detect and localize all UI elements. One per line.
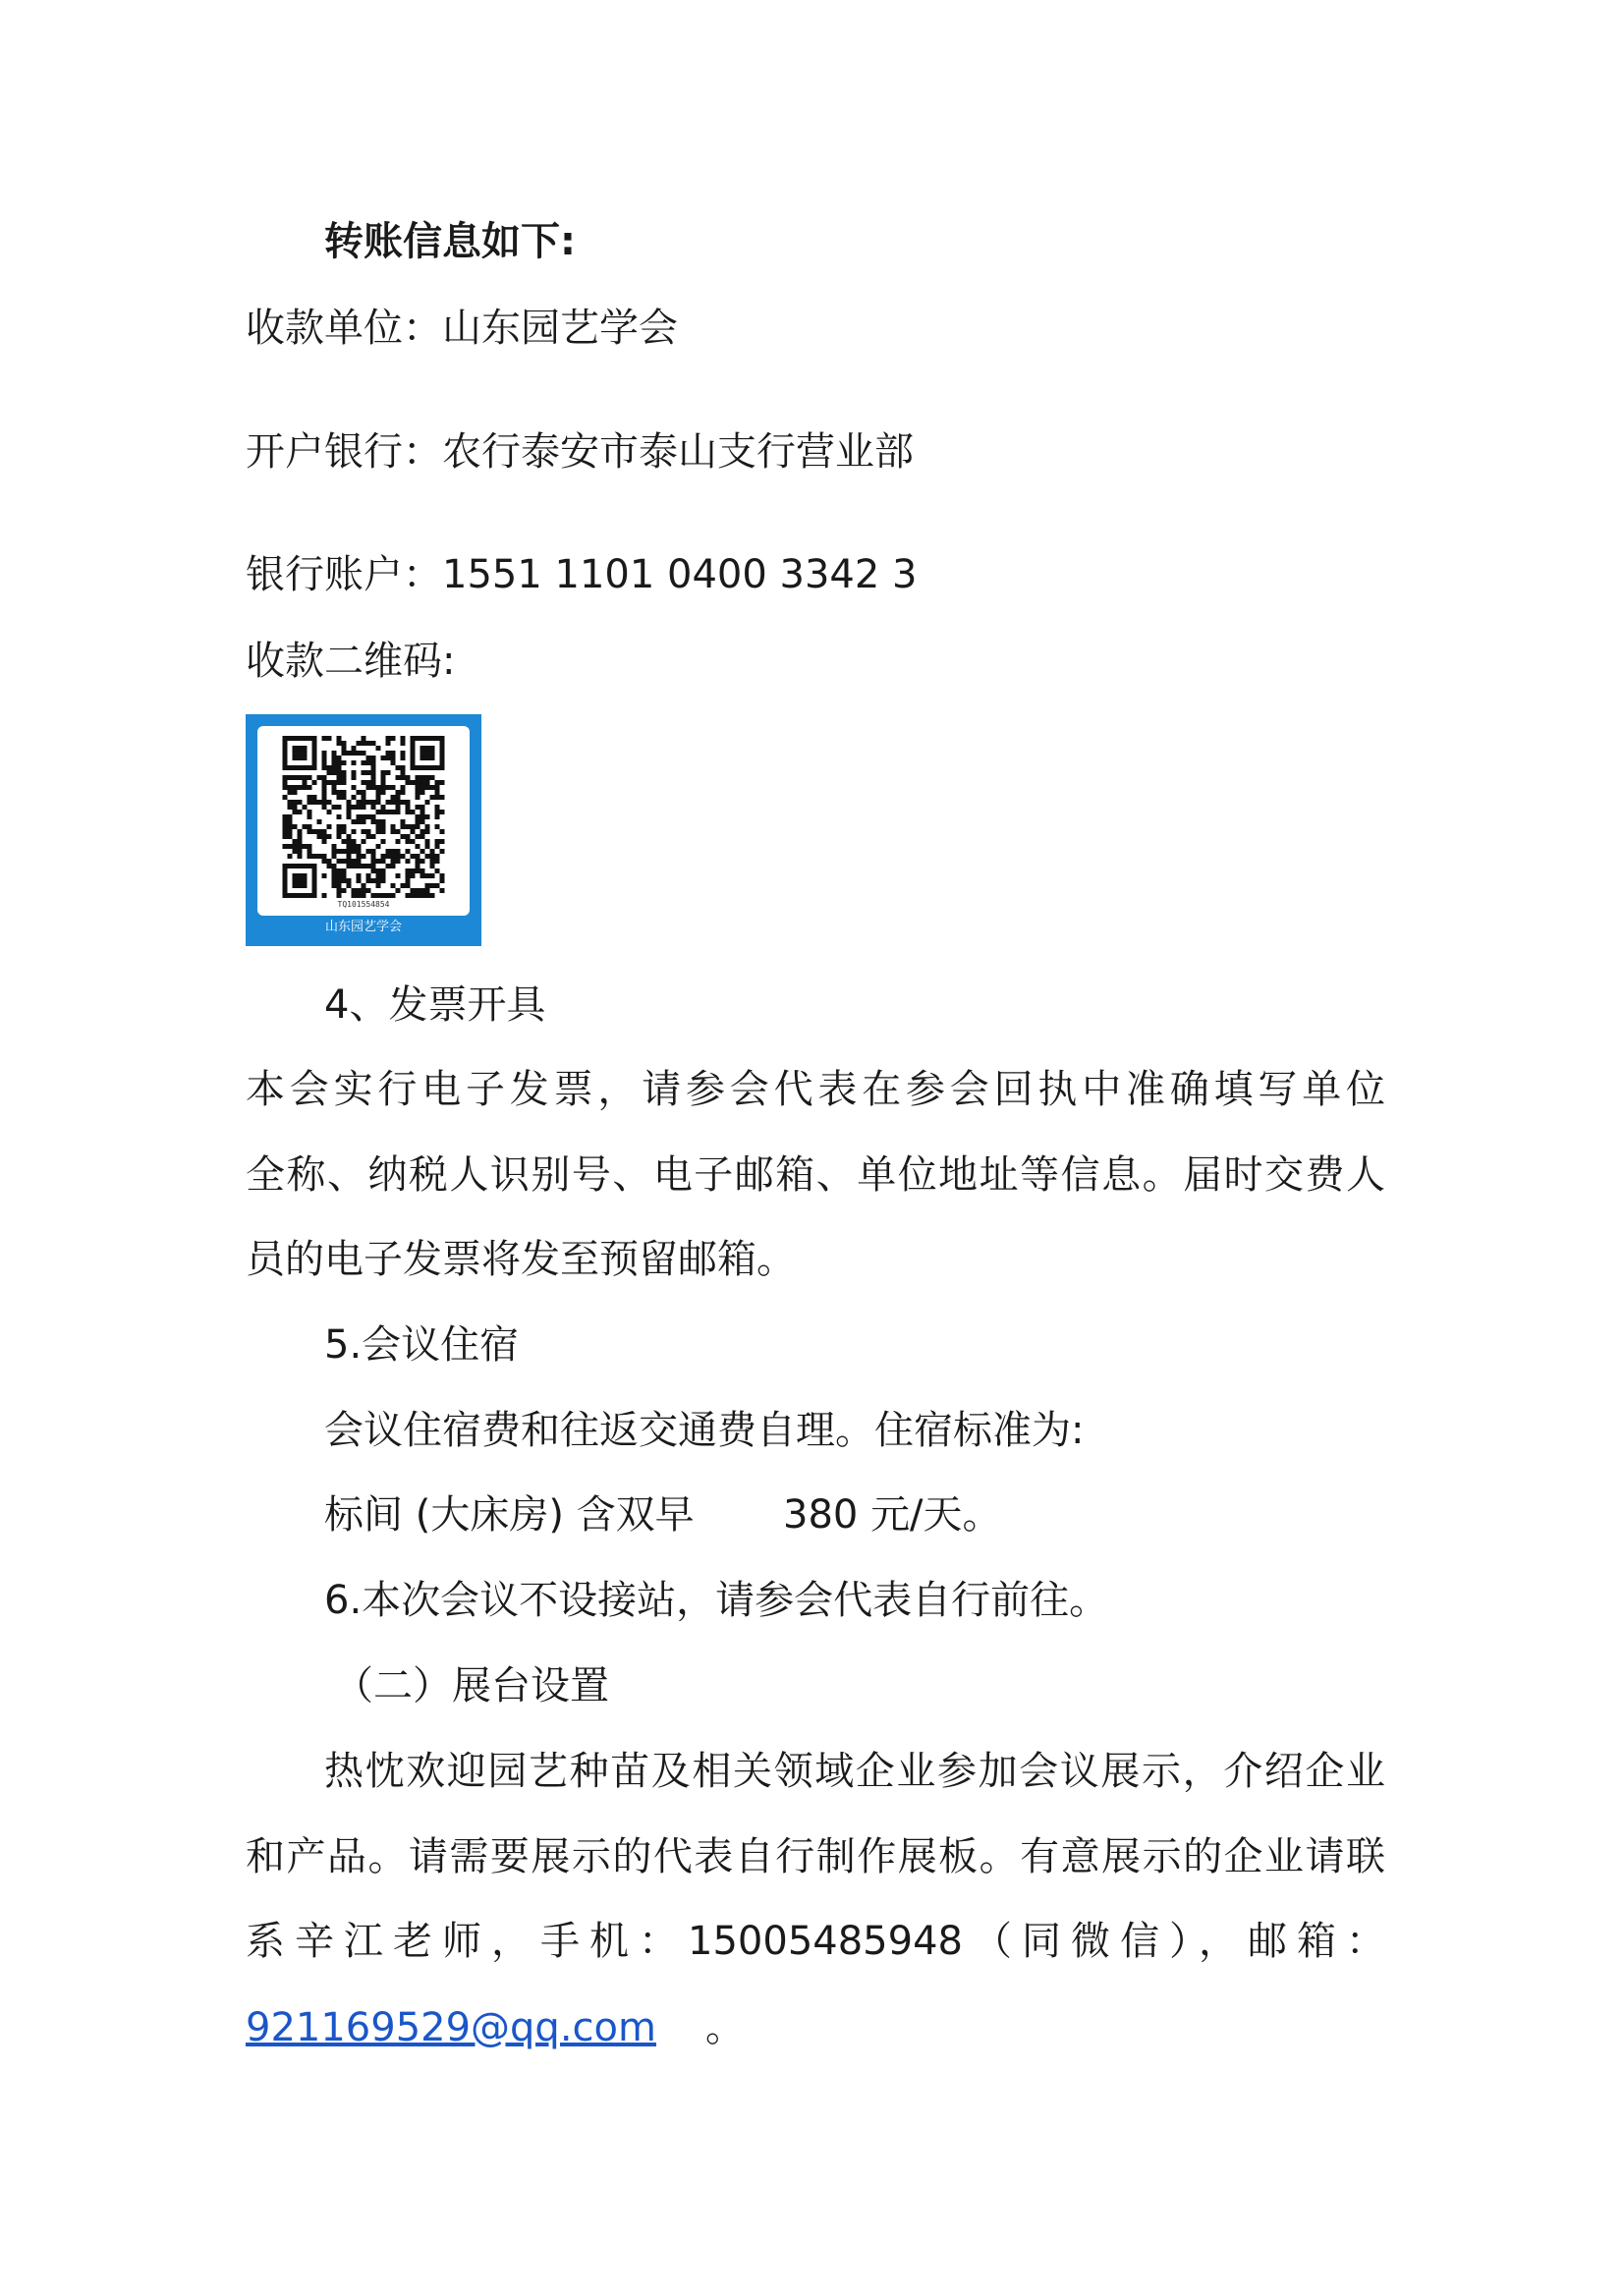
lodging-room-type: 标间 (大床房) 含双早 (324, 1492, 695, 1538)
qr-code-icon (274, 736, 453, 898)
email-end-mark: 。 (705, 2005, 745, 2050)
invoice-paragraph-line-3: 员的电子发票将发至预留邮箱。 (246, 1237, 796, 1282)
lodging-heading: 5.会议住宿 (324, 1322, 520, 1368)
invoice-paragraph-line-2: 全称、纳税人识别号、电子邮箱、单位地址等信息。届时交费人 (246, 1152, 1385, 1198)
booth-paragraph-line-1: 热忱欢迎园艺种苗及相关领域企业参加会议展示，介绍企业 (324, 1749, 1385, 1794)
qr-code-panel (257, 726, 470, 916)
booth-heading: （二）展台设置 (334, 1663, 609, 1708)
invoice-heading: 4、发票开具 (324, 982, 546, 1028)
payee-line: 收款单位：山东园艺学会 (246, 306, 678, 351)
lodging-line-1: 会议住宿费和往返交通费自理。住宿标准为: (324, 1408, 1085, 1453)
lodging-price: 380 元/天。 (783, 1492, 1002, 1538)
booth-paragraph-line-3: 系辛江老师，手机：15005485948（同微信），邮箱： (246, 1919, 1385, 1964)
pickup-notice: 6.本次会议不设接站，请参会代表自行前往。 (324, 1578, 1109, 1623)
qr-label: 收款二维码: (246, 639, 456, 684)
invoice-paragraph-line-1: 本会实行电子发票，请参会代表在参会回执中准确填写单位 (246, 1067, 1385, 1112)
qr-org-name: 山东园艺学会 (324, 920, 402, 934)
bank-line: 开户银行：农行泰安市泰山支行营业部 (246, 429, 914, 475)
booth-paragraph-line-2: 和产品。请需要展示的代表自行制作展板。有意展示的企业请联 (246, 1834, 1385, 1879)
qr-code-id: TQ101554854 (337, 900, 390, 909)
payment-qr-code (246, 714, 481, 946)
contact-email-link[interactable]: 921169529@qq.com (246, 2005, 656, 2050)
transfer-heading: 转账信息如下: (324, 219, 576, 264)
account-line: 银行账户：1551 1101 0400 3342 3 (246, 552, 918, 597)
